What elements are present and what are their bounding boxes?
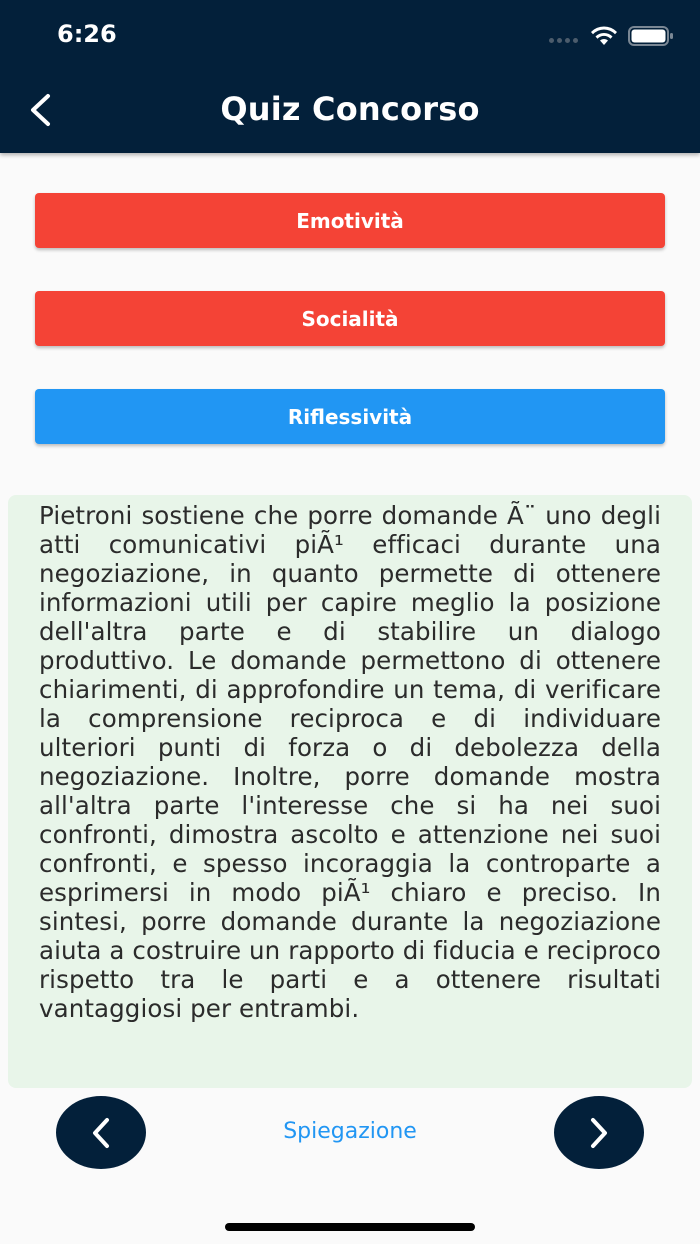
answer-option-socialita[interactable]	[35, 291, 665, 346]
wifi-icon	[590, 26, 618, 46]
answer-label: Emotività	[296, 208, 404, 233]
battery-icon	[628, 26, 674, 46]
spiegazione-link[interactable]: Spiegazione	[283, 1119, 417, 1144]
home-indicator	[225, 1223, 475, 1231]
explanation-panel	[8, 495, 692, 1088]
app-header	[0, 0, 700, 153]
next-question-button[interactable]	[554, 1096, 644, 1169]
chevron-right-icon	[587, 1116, 611, 1150]
signal-icon	[549, 38, 578, 43]
status-time: 6:26	[57, 20, 117, 48]
answer-option-riflessivita[interactable]	[35, 389, 665, 444]
answer-label: Socialità	[301, 306, 399, 331]
explanation-text: Pietroni sostiene che porre domande Ã¨ uno degli atti comunicativi piÃ¹ efficaci durante una negoziazione, in quanto permette di ottenere informazioni utili per capire meglio la posizione dell'altra parte e di stabilire un dialogo produttivo. Le domande permettono di ottenere chiarimenti, di approfondire un tema, di verificare la comprensione reciproca e di individuare ulteriori punti di forza o di debolezza della negoziazione. Inoltre, porre domande mostra all'altra parte l'interesse che si ha nei suoi confronti, dimostra ascolto e attenzione nei suoi confronti, e spesso incoraggia la controparte a esprimersi in modo piÃ¹ chiaro e preciso. In sintesi, porre domande durante la negoziazione aiuta a costruire un rapporto di fiducia e reciproco rispetto tra le parti e a ottenere risultati vantaggiosi per entrambi.	[39, 501, 661, 1023]
page-title: Quiz Concorso	[220, 90, 480, 128]
answer-label: Riflessività	[287, 404, 413, 429]
answer-option-emotivita[interactable]	[35, 193, 665, 248]
